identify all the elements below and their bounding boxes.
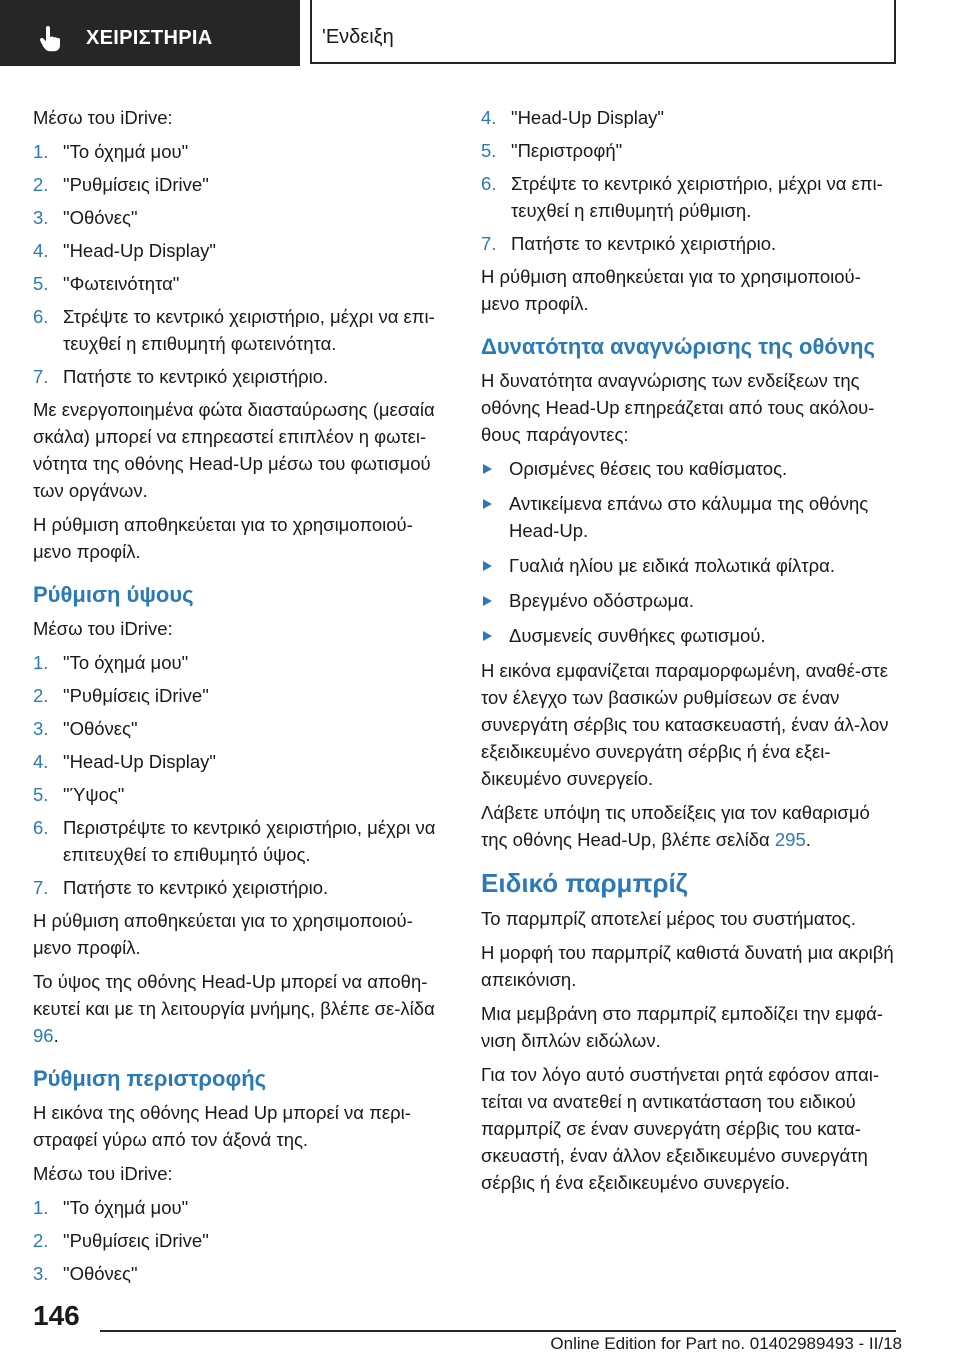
list-item: 3. "Οθόνες" bbox=[33, 1263, 138, 1284]
list-item: 1. "Το όχημά μου" bbox=[33, 652, 189, 673]
list-item: Γυαλιά ηλίου με ειδικά πολωτικά φίλτρα. bbox=[481, 552, 899, 579]
body-text: Η ρύθμιση αποθηκεύεται για το χρησιμοποιού-μενο προφίλ. bbox=[33, 514, 413, 562]
footer-divider bbox=[100, 1330, 896, 1332]
list-item: Βρεγμένο οδόστρωμα. bbox=[481, 587, 899, 614]
bullet-triangle-icon bbox=[483, 561, 492, 571]
rotation-steps bbox=[33, 1194, 451, 1287]
list-item: 4. "Head-Up Display" bbox=[481, 107, 664, 128]
body-text: Το ύψος της οθόνης Head-Up μπορεί να αποθη-κευτεί και με τη λειτουργία μνήμης, βλέπε σε-λίδα 96. bbox=[33, 971, 435, 1046]
list-item: 7. Πατήστε το κεντρικό χειριστήριο. bbox=[33, 366, 329, 387]
brightness-steps bbox=[33, 138, 451, 390]
page-header bbox=[0, 0, 960, 66]
bullet-triangle-icon bbox=[483, 464, 492, 474]
page-link-96[interactable]: 96 bbox=[33, 1025, 54, 1046]
edition-note: Online Edition for Part no. 01402989493 - II/18 bbox=[550, 1334, 902, 1353]
page-link-295[interactable]: 295 bbox=[774, 829, 806, 850]
bullet-triangle-icon bbox=[483, 596, 492, 606]
body-text: Για τον λόγο αυτό συστήνεται ρητά εφόσον απαι-τείται να ανατεθεί η αντικατάσταση του ειδικού παρμπρίζ σε έναν συνεργάτη σέρβις του κατα-σκευαστή, έναν άλλον εξειδικευμένο συνεργάτη σέρβις ή ένα εξειδικευμένο συνεργείο. bbox=[481, 1064, 880, 1193]
heading-height: Ρύθμιση ύψους bbox=[33, 582, 194, 607]
list-item: 4. "Head-Up Display" bbox=[33, 240, 216, 261]
list-item: 2. "Ρυθμίσεις iDrive" bbox=[33, 1230, 209, 1251]
list-item: Αντικείμενα επάνω στο κάλυμμα της οθόνης Head-Up. bbox=[481, 490, 899, 544]
chapter-title: ΧΕΙΡΙΣΤΗΡΙΑ bbox=[86, 27, 213, 49]
list-item: 7. Πατήστε το κεντρικό χειριστήριο. bbox=[33, 877, 329, 898]
list-item: 6. Στρέψτε το κεντρικό χειριστήριο, μέχρι να επι-τευχθεί η επιθυμητή ρύθμιση. bbox=[481, 173, 883, 221]
body-text: Η εικόνα της οθόνης Head Up μπορεί να περι-στραφεί γύρω από τον άξονά της. bbox=[33, 1102, 411, 1150]
body-text: Η δυνατότητα αναγνώρισης των ενδείξεων της οθόνης Head-Up επηρεάζεται από τους ακόλου-θους παράγοντες: bbox=[481, 370, 875, 445]
body-text: Η μορφή του παρμπρίζ καθιστά δυνατή μια ακριβή απεικόνιση. bbox=[481, 942, 894, 990]
list-item: 1. "Το όχημά μου" bbox=[33, 141, 189, 162]
list-item: 2. "Ρυθμίσεις iDrive" bbox=[33, 685, 209, 706]
heading-rotation: Ρύθμιση περιστροφής bbox=[33, 1066, 267, 1091]
rotation-steps-continued bbox=[481, 104, 899, 257]
list-item: Δυσμενείς συνθήκες φωτισμού. bbox=[481, 622, 899, 649]
list-item: 5. "Ύψος" bbox=[33, 784, 125, 805]
list-item: 5. "Περιστροφή" bbox=[481, 140, 623, 161]
section-box bbox=[310, 0, 896, 64]
chapter-tab bbox=[0, 0, 300, 66]
body-text: Το παρμπρίζ αποτελεί μέρος του συστήματος. bbox=[481, 908, 856, 929]
section-title: 'Ενδειξη bbox=[322, 26, 394, 48]
body-text: Λάβετε υπόψη τις υποδείξεις για τον καθαρισμό της οθόνης Head-Up, βλέπε σελίδα 295. bbox=[481, 802, 870, 850]
body-text: Η ρύθμιση αποθηκεύεται για το χρησιμοποιού-μενο προφίλ. bbox=[481, 266, 861, 314]
bullet-triangle-icon bbox=[483, 499, 492, 509]
body-text: Η ρύθμιση αποθηκεύεται για το χρησιμοποιού-μενο προφίλ. bbox=[33, 910, 413, 958]
left-column bbox=[33, 104, 451, 1293]
body-text: Μια μεμβράνη στο παρμπρίζ εμποδίζει την εμφά-νιση διπλών ειδώλων. bbox=[481, 1003, 883, 1051]
list-item: 1. "Το όχημά μου" bbox=[33, 1197, 189, 1218]
intro-text: Μέσω του iDrive: bbox=[33, 1163, 173, 1184]
list-item: 2. "Ρυθμίσεις iDrive" bbox=[33, 174, 209, 195]
right-column bbox=[481, 104, 899, 1203]
page-number: 146 bbox=[33, 1300, 80, 1331]
heading-recognition: Δυνατότητα αναγνώρισης της οθόνης bbox=[481, 334, 875, 359]
body-text: Η εικόνα εμφανίζεται παραμορφωμένη, αναθέ-στε τον έλεγχο των βασικών ρυθμίσεων σε έναν συνεργάτη σέρβις του κατασκευαστή, έναν άλ-λον εξειδικευμένο συνεργάτη σέρβις ή ένα εξει-δικευμένο συνεργείο. bbox=[481, 660, 889, 789]
heading-windshield: Ειδικό παρμπρίζ bbox=[481, 868, 688, 898]
list-item: 3. "Οθόνες" bbox=[33, 207, 138, 228]
list-item: 6. Στρέψτε το κεντρικό χειριστήριο, μέχρι να επι-τευχθεί η επιθυμητή φωτεινότητα. bbox=[33, 306, 435, 354]
intro-text: Μέσω του iDrive: bbox=[33, 618, 173, 639]
body-text: Με ενεργοποιημένα φώτα διασταύρωσης (μεσαία σκάλα) μπορεί να επηρεαστεί επιπλέον η φωτει-νότητα της οθόνης Head-Up μέσω του φωτισμού των οργάνων. bbox=[33, 399, 435, 501]
list-item: 7. Πατήστε το κεντρικό χειριστήριο. bbox=[481, 233, 777, 254]
intro-text: Μέσω του iDrive: bbox=[33, 107, 173, 128]
list-item: 5. "Φωτεινότητα" bbox=[33, 273, 180, 294]
list-item: 3. "Οθόνες" bbox=[33, 718, 138, 739]
bullet-triangle-icon bbox=[483, 631, 492, 641]
list-item: 6. Περιστρέψτε το κεντρικό χειριστήριο, μέχρι να επιτευχθεί το επιθυμητό ύψος. bbox=[33, 817, 436, 865]
height-steps bbox=[33, 649, 451, 901]
factors-list bbox=[481, 455, 899, 649]
hand-pointer-icon bbox=[40, 26, 62, 52]
list-item: Ορισμένες θέσεις του καθίσματος. bbox=[481, 455, 899, 482]
list-item: 4. "Head-Up Display" bbox=[33, 751, 216, 772]
